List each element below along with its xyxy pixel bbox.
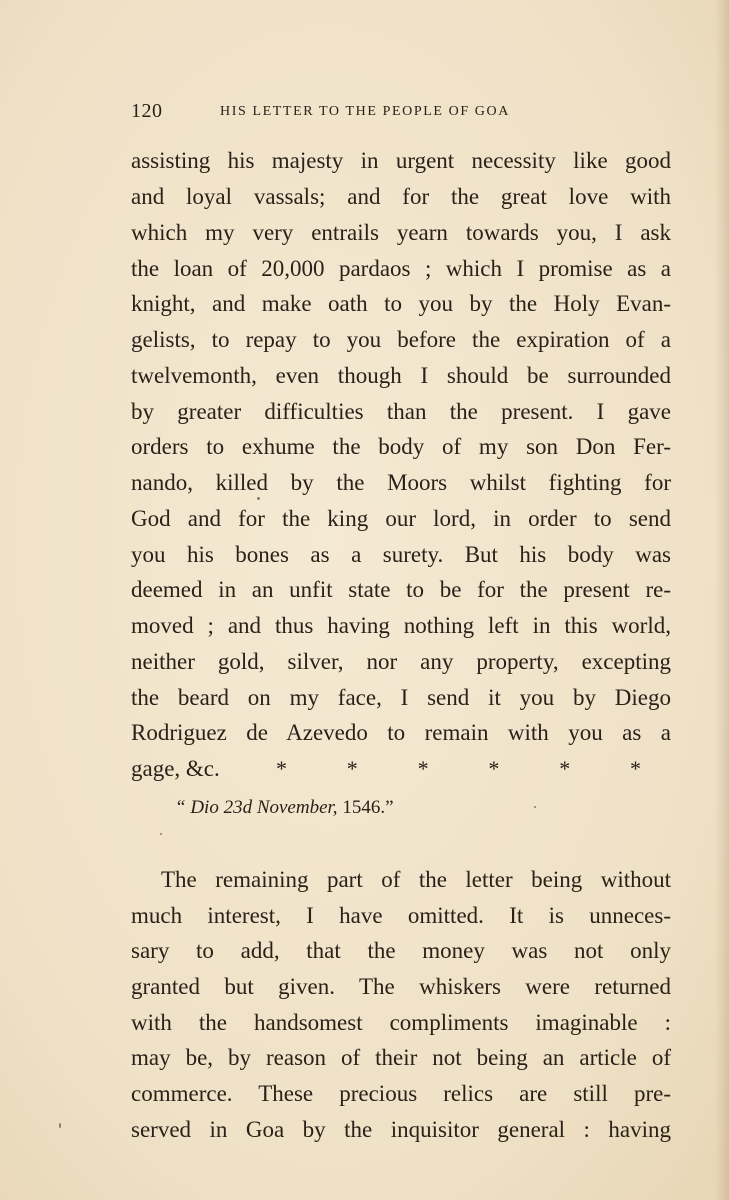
ink-speck: [160, 833, 162, 835]
asterisk: *: [488, 756, 500, 781]
asterisk: *: [559, 756, 571, 781]
asterism: [276, 751, 641, 787]
ink-speck: [257, 497, 260, 500]
asterisk: *: [276, 756, 287, 781]
text-line-with-asterisks: [131, 751, 671, 787]
asterisk: *: [417, 756, 429, 781]
text-line: served in Goa by the inquisitor general : having: [131, 1117, 671, 1142]
text-line: the loan of 20,000 pardaos ; which I promise as a: [131, 256, 671, 281]
text-line: deemed in an unfit state to be for the present re-: [131, 577, 671, 602]
text-line: Rodriguez de Azevedo to remain with you as a: [131, 720, 671, 745]
page-edge-shadow: [715, 0, 729, 1200]
text-line: gelists, to repay to you before the expiration of a: [131, 327, 671, 352]
text-line: assisting his majesty in urgent necessity like good: [131, 148, 671, 173]
text-line: orders to exhume the body of my son Don Fer-: [131, 434, 671, 459]
dateline-date: Dio 23d November,: [190, 797, 338, 818]
ink-speck: [59, 1123, 61, 1128]
text-line: by greater difficulties than the present. I gave: [131, 399, 671, 424]
text-line: you his bones as a surety. But his body was: [131, 542, 671, 567]
text-line: granted but given. The whiskers were returned: [131, 974, 671, 999]
text-line: twelvemonth, even though I should be surrounded: [131, 363, 671, 388]
text-line: nando, killed by the Moors whilst fighting for: [131, 470, 671, 495]
ink-speck: [534, 806, 536, 808]
text-line: sary to add, that the money was not only: [131, 938, 671, 963]
text-line: knight, and make oath to you by the Holy Evan-: [131, 291, 671, 316]
text-line: which my very entrails yearn towards you, I ask: [131, 220, 671, 245]
text-line: the beard on my face, I send it you by Diego: [131, 685, 671, 710]
gage-text: gage, &c.: [131, 756, 220, 781]
text-line: may be, by reason of their not being an article of: [131, 1045, 671, 1070]
dateline-year: 1546.”: [342, 797, 394, 818]
text-line: with the handsomest compliments imaginable :: [131, 1010, 671, 1035]
text-line: neither gold, silver, nor any property, excepting: [131, 649, 671, 674]
asterisk: *: [629, 756, 641, 781]
text-line: much interest, I have omitted. It is unneces-: [131, 903, 671, 928]
text-line: God and for the king our lord, in order to send: [131, 506, 671, 531]
page-number: 120: [131, 100, 163, 122]
text-line: moved ; and thus having nothing left in this world,: [131, 613, 671, 638]
letter-dateline: [175, 797, 394, 819]
dateline-open-quote: “: [175, 797, 186, 818]
asterisk: *: [346, 756, 358, 781]
text-line: commerce. These precious relics are still pre-: [131, 1081, 671, 1106]
running-head: HIS LETTER TO THE PEOPLE OF GOA: [220, 104, 510, 119]
paragraph-first-line: The remaining part of the letter being without: [161, 867, 671, 892]
text-line: and loyal vassals; and for the great love with: [131, 184, 671, 209]
